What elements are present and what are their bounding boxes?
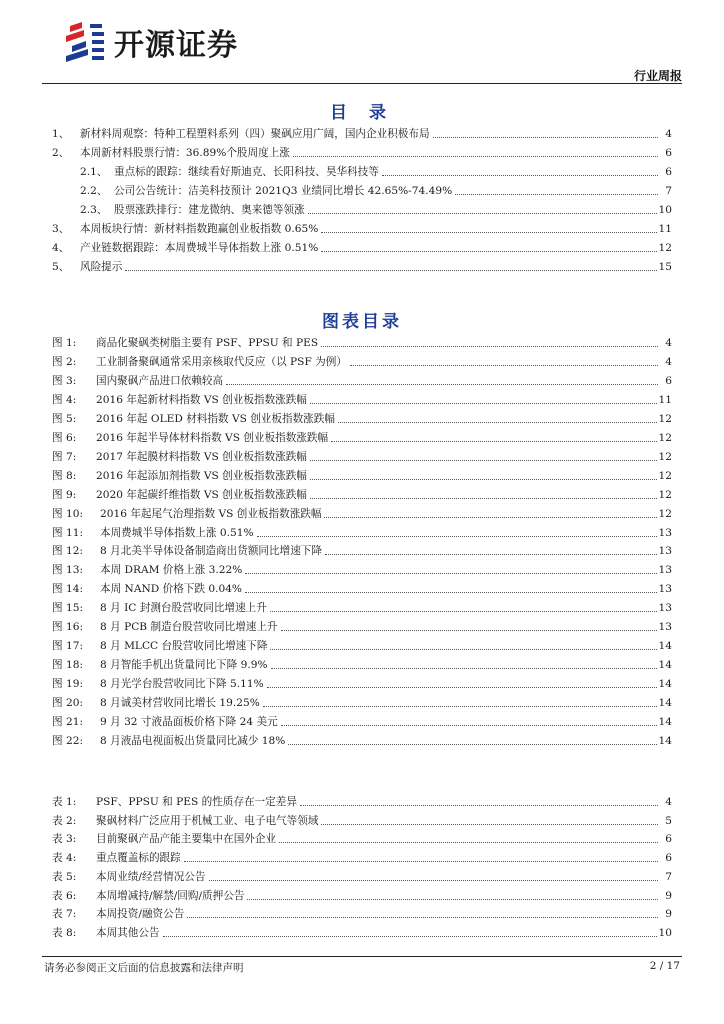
entry-number: 图 18:: [52, 659, 84, 672]
page-indicator: 2 / 17: [649, 960, 680, 972]
entry-number: 图 20:: [52, 697, 84, 710]
toc-entry[interactable]: [80, 179, 672, 198]
toc-entry[interactable]: [52, 902, 672, 921]
entry-number: 图 13:: [52, 564, 84, 577]
entry-number: 图 15:: [52, 602, 84, 615]
toc-entry[interactable]: [52, 426, 672, 445]
entry-title: 8 月智能手机出货量同比下降 9.9%: [100, 659, 268, 672]
entry-page-number: 12: [658, 412, 672, 425]
toc-entry[interactable]: [52, 884, 672, 903]
entry-page-number: 9: [665, 908, 672, 921]
dot-leader: [257, 536, 657, 537]
entry-title: 本周增减持/解禁/回购/质押公告: [96, 889, 245, 902]
entry-number: 图 19:: [52, 678, 84, 691]
entry-title: 本周业绩/经营情况公告: [96, 870, 206, 883]
entry-page-number: 6: [665, 374, 672, 387]
entry-number: 图 3:: [52, 374, 77, 387]
logo-mark-icon: [62, 20, 106, 64]
entry-page-number: 10: [658, 204, 672, 216]
toc-entry[interactable]: [52, 729, 672, 748]
entry-title: 9 月 32 寸液晶面板价格下降 24 美元: [100, 716, 278, 728]
dot-leader: [325, 554, 657, 555]
entry-title: 国内聚砜产品进口依赖较高: [96, 374, 224, 387]
toc-entry[interactable]: [52, 236, 672, 255]
company-name: 开源证券: [114, 28, 238, 63]
entry-title: 目前聚砜产品产能主要集中在国外企业: [96, 833, 277, 846]
toc-entry[interactable]: [52, 846, 672, 865]
dot-leader: [245, 573, 656, 574]
entry-page-number: 12: [658, 488, 672, 501]
entry-title: 本周其他公告: [96, 926, 160, 939]
entry-number: 3、: [52, 223, 70, 235]
dot-leader: [455, 194, 658, 195]
toc-entry[interactable]: [52, 255, 672, 274]
toc-entry[interactable]: [52, 331, 672, 350]
dot-leader: [279, 842, 658, 843]
toc-entry[interactable]: [52, 921, 672, 940]
entry-number: 表 8:: [52, 926, 77, 939]
entry-number: 表 6:: [52, 889, 77, 902]
dot-leader: [310, 479, 657, 480]
entry-number: 表 7:: [52, 908, 77, 921]
dot-leader: [281, 630, 657, 631]
entry-page-number: 11: [658, 223, 672, 235]
entry-page-number: 6: [665, 147, 672, 159]
entry-page-number: 13: [658, 526, 672, 539]
entry-title: 新材料周观察：特种工程塑料系列（四）聚砜应用广阔，国内企业积极布局: [80, 128, 430, 140]
toc-entry[interactable]: [52, 407, 672, 426]
entry-page-number: 14: [658, 697, 672, 710]
toc-entry[interactable]: [52, 445, 672, 464]
toc-entry[interactable]: [80, 160, 672, 179]
entry-page-number: 13: [658, 564, 672, 577]
toc-entry[interactable]: [52, 217, 672, 236]
dot-leader: [288, 744, 656, 745]
entry-page-number: 5: [665, 814, 672, 827]
entry-number: 5、: [52, 261, 70, 273]
entry-page-number: 4: [665, 355, 672, 368]
dot-leader: [321, 251, 656, 252]
entry-page-number: 7: [665, 185, 672, 197]
entry-number: 2.3、: [80, 204, 108, 216]
entry-title: 本周新材料股票行情：36.89%个股周度上涨: [80, 147, 290, 159]
dot-leader: [321, 824, 658, 825]
entry-title: 本周费城半导体指数上涨 0.51%: [100, 526, 254, 539]
entry-number: 图 10:: [52, 507, 84, 520]
entry-title: 8 月 IC 封测台股营收同比增速上升: [100, 602, 267, 615]
entry-number: 2、: [52, 147, 70, 159]
entry-title: 重点标的跟踪：继续看好斯迪克、长阳科技、昊华科技等: [114, 166, 379, 178]
entry-page-number: 11: [658, 393, 672, 406]
entry-title: 8 月光学台股营收同比下降 5.11%: [100, 678, 264, 691]
entry-number: 图 21:: [52, 716, 84, 728]
toc-entry[interactable]: [52, 539, 672, 558]
entry-title: 8 月液晶电视面板出货量同比减少 18%: [100, 734, 286, 747]
dot-leader: [310, 460, 657, 461]
dot-leader: [310, 498, 657, 499]
entry-title: 2020 年起碳纤维指数 VS 创业板指数涨跌幅: [96, 488, 307, 501]
entry-number: 图 5:: [52, 412, 77, 425]
entry-title: 聚砜材料广泛应用于机械工业、电子电气等领域: [96, 814, 319, 827]
entry-number: 1、: [52, 128, 70, 140]
toc-entry[interactable]: [52, 691, 672, 710]
dot-leader: [324, 517, 656, 518]
entry-page-number: 6: [665, 166, 672, 178]
entry-number: 图 22:: [52, 734, 84, 747]
entry-title: 本周板块行情：新材料指数跑赢创业板指数 0.65%: [80, 223, 319, 235]
toc-entry[interactable]: [52, 865, 672, 884]
entry-number: 图 8:: [52, 469, 77, 482]
entry-title: 本周投资/融资公告: [96, 908, 185, 921]
entry-number: 图 16:: [52, 621, 84, 634]
entry-number: 2.1、: [80, 166, 108, 178]
entry-title: 重点覆盖标的跟踪: [96, 852, 181, 865]
footer-divider: [42, 956, 682, 957]
entry-title: 2016 年起 OLED 材料指数 VS 创业板指数涨跌幅: [96, 412, 335, 425]
toc-entry[interactable]: [52, 577, 672, 596]
tables-list: [52, 790, 672, 940]
entry-page-number: 14: [658, 640, 672, 653]
dot-leader: [310, 403, 657, 404]
entry-number: 图 1:: [52, 337, 77, 349]
entry-number: 图 12:: [52, 545, 84, 558]
toc-entry[interactable]: [52, 634, 672, 653]
dot-leader: [321, 346, 658, 347]
entry-number: 表 1:: [52, 796, 77, 808]
toc-entry[interactable]: [52, 502, 672, 521]
dot-leader: [433, 137, 658, 138]
toc-entry[interactable]: [52, 615, 672, 634]
entry-title: PSF、PPSU 和 PES 的性质存在一定差异: [96, 796, 297, 808]
dot-leader: [270, 649, 656, 650]
entry-title: 本周 DRAM 价格上涨 3.22%: [100, 564, 243, 577]
toc-title: 目 录: [330, 103, 394, 123]
dot-leader: [163, 936, 657, 937]
toc-entry[interactable]: [52, 521, 672, 540]
toc-entry[interactable]: [52, 558, 672, 577]
entry-page-number: 13: [658, 621, 672, 634]
entry-title: 8 月诚美材营收同比增长 19.25%: [100, 697, 260, 710]
entry-page-number: 12: [658, 431, 672, 444]
toc-entry[interactable]: [52, 483, 672, 502]
dot-leader: [245, 592, 657, 593]
entry-number: 图 17:: [52, 640, 84, 653]
entry-title: 2016 年起添加剂指数 VS 创业板指数涨跌幅: [96, 469, 307, 482]
report-type-label: 行业周报: [633, 69, 682, 83]
footer-disclaimer: 请务必参阅正文后面的信息披露和法律声明: [44, 962, 244, 974]
dot-leader: [338, 422, 657, 423]
entry-title: 8 月 MLCC 台股营收同比增速下降: [100, 640, 268, 653]
entry-title: 风险提示: [80, 261, 123, 273]
toc-entry[interactable]: [52, 464, 672, 483]
entry-page-number: 7: [665, 870, 672, 883]
dot-leader: [247, 899, 658, 900]
toc-entry[interactable]: [52, 596, 672, 615]
toc-list: [52, 122, 672, 274]
dot-leader: [293, 156, 658, 157]
entry-number: 图 4:: [52, 393, 77, 406]
entry-number: 表 2:: [52, 814, 77, 827]
entry-title: 2017 年起膜材料指数 VS 创业板指数涨跌幅: [96, 450, 307, 463]
entry-title: 工业制备聚砜通常采用亲核取代反应（以 PSF 为例）: [96, 355, 347, 368]
entry-title: 8 月 PCB 制造台股营收同比增速上升: [100, 621, 278, 634]
dot-leader: [263, 706, 657, 707]
toc-entry[interactable]: [80, 198, 672, 217]
toc-entry[interactable]: [52, 122, 672, 141]
dot-leader: [184, 861, 658, 862]
entry-page-number: 14: [658, 734, 672, 747]
dot-leader: [267, 687, 657, 688]
entry-page-number: 14: [658, 716, 672, 728]
dot-leader: [308, 213, 657, 214]
entry-number: 表 5:: [52, 870, 77, 883]
entry-page-number: 13: [658, 545, 672, 558]
dot-leader: [270, 611, 657, 612]
toc-entry[interactable]: [52, 369, 672, 388]
dot-leader: [321, 232, 656, 233]
entry-title: 2016 年起新材料指数 VS 创业板指数涨跌幅: [96, 393, 307, 406]
dot-leader: [300, 805, 658, 806]
entry-page-number: 6: [665, 852, 672, 865]
dot-leader: [281, 725, 657, 726]
entry-title: 8 月北美半导体设备制造商出货额同比增速下降: [100, 545, 322, 558]
toc-entry[interactable]: [52, 141, 672, 160]
toc-entry[interactable]: [52, 653, 672, 672]
entry-number: 表 4:: [52, 852, 77, 865]
toc-entry[interactable]: [52, 827, 672, 846]
toc-entry[interactable]: [52, 350, 672, 369]
entry-page-number: 13: [658, 583, 672, 596]
entry-page-number: 14: [658, 659, 672, 672]
entry-number: 图 14:: [52, 583, 84, 596]
dot-leader: [331, 441, 656, 442]
entry-number: 图 9:: [52, 488, 77, 501]
entry-number: 4、: [52, 242, 70, 254]
entry-page-number: 4: [665, 128, 672, 140]
dot-leader: [271, 668, 657, 669]
entry-title: 2016 年起半导体材料指数 VS 创业板指数涨跌幅: [96, 431, 329, 444]
entry-number: 图 7:: [52, 450, 77, 463]
toc-entry[interactable]: [52, 710, 672, 729]
entry-title: 股票涨跌排行：建龙微纳、奥来德等领涨: [114, 204, 305, 216]
entry-number: 图 11:: [52, 526, 84, 539]
entry-page-number: 12: [658, 507, 672, 520]
entry-title: 商品化聚砜类树脂主要有 PSF、PPSU 和 PES: [96, 337, 319, 349]
toc-entry[interactable]: [52, 672, 672, 691]
toc-entry[interactable]: [52, 388, 672, 407]
entry-page-number: 12: [658, 450, 672, 463]
entry-title: 产业链数据跟踪：本周费城半导体指数上涨 0.51%: [80, 242, 319, 254]
dot-leader: [350, 365, 658, 366]
entry-title: 2016 年起尾气治理指数 VS 创业板指数涨跌幅: [100, 507, 322, 520]
entry-page-number: 12: [658, 469, 672, 482]
entry-number: 图 2:: [52, 355, 77, 368]
entry-number: 2.2、: [80, 185, 108, 197]
dot-leader: [187, 917, 658, 918]
header-divider: [42, 83, 682, 84]
figures-list: [52, 331, 672, 748]
entry-number: 表 3:: [52, 833, 77, 846]
toc-entry[interactable]: [52, 809, 672, 828]
entry-page-number: 6: [665, 833, 672, 846]
dot-leader: [125, 270, 656, 271]
entry-page-number: 4: [665, 337, 672, 349]
entry-title: 本周 NAND 价格下跌 0.04%: [100, 583, 243, 596]
entry-page-number: 9: [665, 889, 672, 902]
entry-page-number: 12: [658, 242, 672, 254]
entry-page-number: 10: [658, 926, 672, 939]
entry-number: 图 6:: [52, 431, 77, 444]
entry-page-number: 14: [658, 678, 672, 691]
company-logo: [62, 20, 238, 64]
dot-leader: [226, 384, 658, 385]
entry-page-number: 15: [658, 261, 672, 273]
dot-leader: [382, 175, 658, 176]
figures-title: 图表目录: [322, 312, 402, 332]
entry-page-number: 13: [658, 602, 672, 615]
dot-leader: [209, 880, 658, 881]
toc-entry[interactable]: [52, 790, 672, 809]
entry-page-number: 4: [665, 796, 672, 808]
entry-title: 公司公告统计：洁美科技预计 2021Q3 业绩同比增长 42.65%-74.49%: [114, 185, 453, 197]
